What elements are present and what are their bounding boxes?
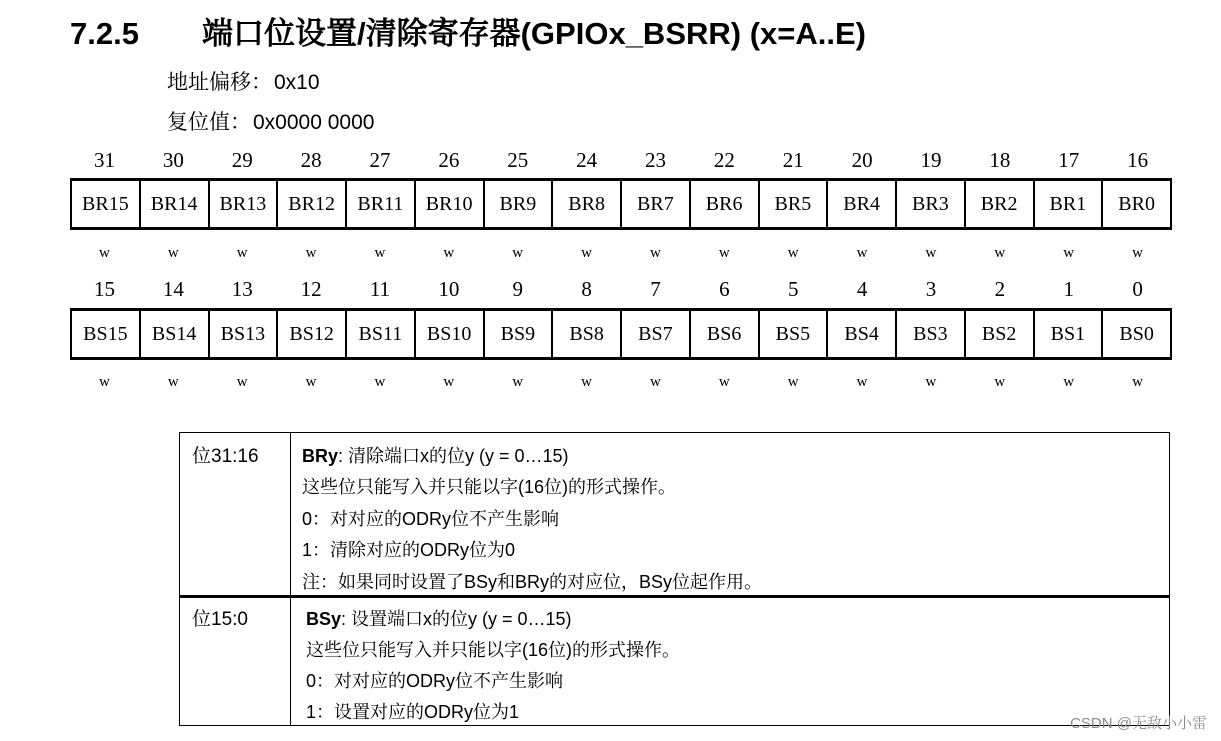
register-field: BR2	[966, 181, 1035, 227]
section-number: 7.2.5	[70, 16, 139, 51]
access-type: w	[167, 245, 179, 261]
access-type: w	[1132, 245, 1143, 261]
br-desc-line: 这些位只能写入并只能以字(16位)的形式操作。	[302, 477, 677, 497]
row-divider	[180, 595, 1169, 598]
bit-number: 5	[787, 277, 799, 301]
access-type: w	[443, 245, 455, 261]
reset-value-label: 复位值：	[167, 111, 251, 134]
access-type: w	[787, 245, 799, 261]
register-field: BR5	[760, 181, 829, 227]
bit-number: 31	[93, 148, 115, 172]
upper-bit-numbers	[70, 148, 1172, 173]
bit-number: 19	[920, 148, 942, 172]
bit-number: 24	[576, 148, 598, 172]
register-field: BS2	[966, 311, 1035, 357]
register-field: BS10	[416, 311, 485, 357]
access-type: w	[925, 245, 937, 261]
bit-number: 28	[300, 148, 322, 172]
access-type: w	[856, 245, 868, 261]
bit-number: 0	[1132, 277, 1143, 301]
bit-number: 15	[93, 277, 115, 301]
access-type: w	[925, 374, 937, 390]
bit-number: 11	[369, 277, 391, 301]
bit-number: 23	[644, 148, 666, 172]
bit-number: 30	[162, 148, 184, 172]
access-type: w	[443, 374, 455, 390]
access-type: w	[512, 374, 524, 390]
register-field: BR14	[141, 181, 210, 227]
register-field: BR15	[72, 181, 141, 227]
access-type: w	[1063, 374, 1075, 390]
bit-number: 8	[581, 277, 592, 301]
bit-number: 16	[1127, 148, 1149, 172]
access-type: w	[718, 374, 730, 390]
register-field: BS6	[691, 311, 760, 357]
access-type: w	[99, 245, 110, 261]
bit-number: 14	[162, 277, 184, 301]
field-summary-br: : 清除端口x的位y (y = 0…15)	[338, 446, 569, 466]
bit-number: 2	[994, 277, 1006, 301]
register-field: BR6	[691, 181, 760, 227]
register-field: BR9	[485, 181, 554, 227]
access-type: w	[581, 245, 592, 261]
lower-access-types	[70, 374, 1172, 391]
register-field: BS4	[828, 311, 897, 357]
register-field: BR4	[828, 181, 897, 227]
access-type: w	[1132, 374, 1143, 390]
register-field: BS3	[897, 311, 966, 357]
bit-number: 25	[507, 148, 529, 172]
register-field: BS11	[347, 311, 416, 357]
bit-number: 1	[1063, 277, 1074, 301]
br-desc-line: 1：清除对应的ODRy位为0	[302, 540, 516, 560]
bit-range-br: 位31:16	[192, 446, 259, 467]
bit-number: 10	[438, 277, 460, 301]
address-offset	[167, 66, 320, 96]
upper-access-types	[70, 245, 1172, 262]
bit-number: 17	[1058, 148, 1080, 172]
register-field: BS9	[485, 311, 554, 357]
access-type: w	[581, 374, 592, 390]
reset-value-value: 0x0000 0000	[253, 111, 375, 134]
register-field: BR10	[416, 181, 485, 227]
bs-desc-line: 1：设置对应的ODRy位为1	[306, 702, 520, 722]
lower-bit-numbers	[70, 277, 1172, 302]
bit-number: 20	[851, 148, 873, 172]
bit-number: 13	[231, 277, 253, 301]
register-field: BR0	[1103, 181, 1172, 227]
access-type: w	[305, 374, 317, 390]
watermark: CSDN @无敌小小雷	[1070, 715, 1207, 732]
section-title	[70, 8, 866, 53]
register-field: BS12	[278, 311, 347, 357]
register-field: BR13	[210, 181, 279, 227]
bit-number: 3	[925, 277, 937, 301]
access-type: w	[236, 374, 248, 390]
bs-desc-line: 这些位只能写入并只能以字(16位)的形式操作。	[306, 640, 681, 660]
access-type: w	[236, 245, 248, 261]
register-field: BR3	[897, 181, 966, 227]
register-field: BR12	[278, 181, 347, 227]
reset-value	[167, 106, 374, 136]
br-heading	[302, 442, 569, 468]
register-row-bs	[70, 308, 1172, 360]
register-field: BS0	[1103, 311, 1172, 357]
bs-heading	[306, 605, 572, 631]
access-type: w	[1063, 245, 1075, 261]
access-type: w	[305, 245, 317, 261]
access-type: w	[994, 245, 1006, 261]
bs-desc-line: 0：对对应的ODRy位不产生影响	[306, 671, 564, 691]
access-type: w	[99, 374, 110, 390]
br-note-line: 注：如果同时设置了BSy和BRy的对应位，BSy位起作用。	[302, 572, 763, 592]
register-field: BS5	[760, 311, 829, 357]
register-field: BR11	[347, 181, 416, 227]
register-row-br	[70, 178, 1172, 230]
access-type: w	[374, 245, 386, 261]
register-field: BS14	[141, 311, 210, 357]
bit-number: 27	[369, 148, 391, 172]
column-divider	[290, 433, 291, 725]
access-type: w	[994, 374, 1006, 390]
register-field: BR8	[553, 181, 622, 227]
field-name-br: BRy	[302, 446, 339, 466]
address-offset-label: 地址偏移：	[167, 71, 272, 94]
bit-number: 21	[782, 148, 804, 172]
field-name-bs: BSy	[306, 609, 342, 629]
register-field: BR1	[1035, 181, 1104, 227]
access-type: w	[718, 245, 730, 261]
field-summary-bs: : 设置端口x的位y (y = 0…15)	[341, 609, 572, 629]
bit-number: 29	[231, 148, 253, 172]
register-field: BS8	[553, 311, 622, 357]
access-type: w	[856, 374, 868, 390]
register-field: BS13	[210, 311, 279, 357]
register-field: BS1	[1035, 311, 1104, 357]
bit-range-bs: 位15:0	[192, 609, 248, 630]
register-field: BR7	[622, 181, 691, 227]
bit-number: 9	[512, 277, 523, 301]
bit-number: 18	[989, 148, 1011, 172]
bit-number: 22	[713, 148, 735, 172]
access-type: w	[650, 245, 661, 261]
register-field: BS15	[72, 311, 141, 357]
access-type: w	[167, 374, 179, 390]
br-desc-line: 0：对对应的ODRy位不产生影响	[302, 509, 560, 529]
register-field: BS7	[622, 311, 691, 357]
bit-number: 4	[856, 277, 868, 301]
access-type: w	[512, 245, 524, 261]
bit-number: 26	[438, 148, 460, 172]
section-heading-text: 端口位设置/清除寄存器(GPIOx_BSRR) (x=A..E)	[202, 16, 866, 51]
access-type: w	[374, 374, 386, 390]
bit-number: 7	[650, 277, 661, 301]
bit-number: 12	[300, 277, 322, 301]
bit-number: 6	[719, 277, 730, 301]
bit-description-table	[179, 432, 1170, 726]
access-type: w	[787, 374, 799, 390]
address-offset-value: 0x10	[274, 71, 320, 94]
access-type: w	[650, 374, 661, 390]
